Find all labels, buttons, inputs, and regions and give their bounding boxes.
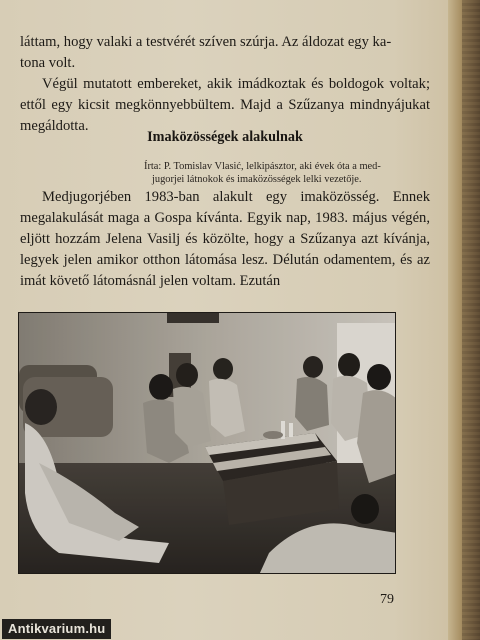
section-heading: Imaközösségek alakulnak [147, 129, 303, 145]
watermark-logo: Antikvarium.hu [2, 619, 111, 639]
paragraph-2: Végül mutatott embereket, akik imádkoztak és boldogok voltak; ettől egy kicsit megkönnyebbültem. Majd a Szűzanya mindnyájukat megáldotta. [20, 76, 430, 134]
page-number: 79 [380, 592, 394, 607]
attribution-line-2: jugorjei látnokok és imaközösségek lelki vezetője. [152, 174, 362, 185]
paragraph-3: Medjugorjében 1983-ban alakult egy imaközösség. Ennek megalakulását maga a Gospa kívánta. Egyik nap, 1983. május végén, eljött hozzám Jelena Vasilj és közölte, hogy a Szűzanya azt kívánja, legyek jelen amikor otthon látomása lesz. Délután odamentem, és az imát követő látomásnál jelen voltam. Ezután [20, 189, 430, 289]
attribution-note [144, 160, 434, 186]
prayer-group-photo [18, 312, 396, 574]
paragraph-1 [20, 32, 430, 137]
book-spine-band [462, 0, 480, 640]
paragraph-1-line-2: tona volt. [20, 55, 76, 71]
attribution-line-1: Írta: P. Tomislav Vlasić, lelkipásztor, aki évek óta a med- [144, 161, 381, 172]
photo-illustration [19, 313, 396, 574]
paragraph-1-line-1: láttam, hogy valaki a testvérét szíven szúrja. Az áldozat egy ka- [20, 34, 392, 50]
